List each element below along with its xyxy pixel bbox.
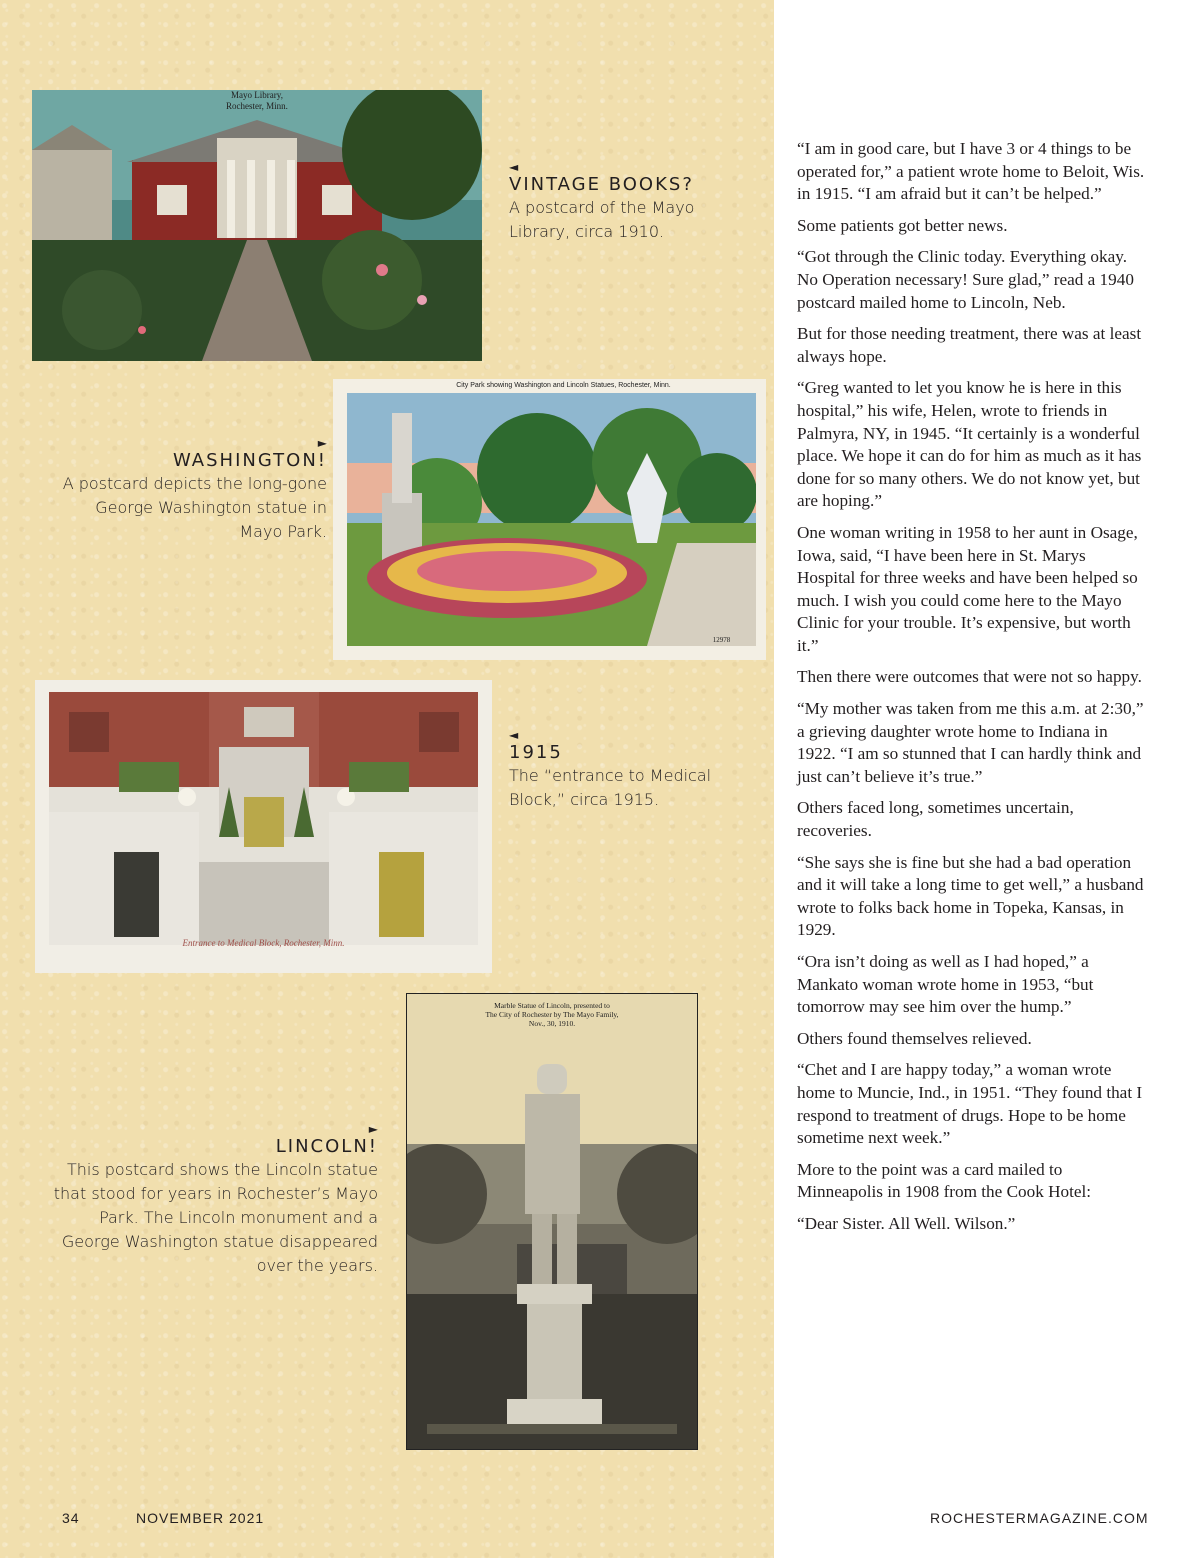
city-park-postcard [333, 379, 766, 660]
left-arrow-icon: ◄ [509, 160, 519, 174]
article-paragraph: Others faced long, sometimes uncertain, recoveries. [797, 798, 1074, 841]
lincoln-postcard-title-2: The City of Rochester by The Mayo Family, [485, 1010, 619, 1019]
article-paragraph: “She says she is fine but she had a bad operation and it will take a long time to get well,” a husband wrote to folks back home in Topeka, Kansas, in 1929. [797, 852, 1144, 940]
lincoln-postcard-title-3: Nov., 30, 1910. [528, 1019, 576, 1028]
article-paragraph: But for those needing treatment, there was at least always hope. [797, 324, 1142, 366]
article-paragraph: Others found themselves relieved. [797, 1028, 1032, 1048]
vintage-books-caption [509, 160, 694, 244]
caption-line: A postcard depicts the long-gone [62, 474, 327, 493]
lincoln-caption [40, 1122, 378, 1278]
park-postcard-number: 12978 [712, 636, 731, 644]
washington-caption [40, 436, 327, 544]
article-paragraph: “Greg wanted to let you know he is here in this hospital,” his wife, Helen, wrote to friends in Palmyra, NY, in 1945. “It certainly is a wonderful place. We hope it can do for him as much as it has done for so many others. We do not know yet, but are hoping.” [797, 378, 1142, 511]
article-body [797, 138, 1145, 1245]
caption-line: Park. The Lincoln monument and a [99, 1208, 378, 1227]
caption-line: This postcard shows the Lincoln statue [66, 1160, 378, 1179]
medical-block-postcard [35, 680, 492, 973]
article-paragraph: Then there were outcomes that were not so happy. [797, 667, 1142, 687]
article-paragraph: “My mother was taken from me this a.m. at 2:30,” a grieving daughter wrote home to Indiana in 1922. “I am so stunned that I can hardly think and just can’t believe it’s true.” [797, 699, 1144, 786]
article-paragraph: Some patients got better news. [797, 215, 1008, 235]
article-paragraph: “Chet and I are happy today,” a woman wrote home to Muncie, Ind., in 1951. “They found that I respond to treatment of drugs. Hope to be home sometime next week.” [797, 1060, 1143, 1148]
article-paragraph: More to the point was a card mailed to Minneapolis in 1908 from the Cook Hotel: [797, 1159, 1092, 1202]
issue-date: NOVEMBER 2021 [136, 1510, 265, 1526]
caption-line: The “entrance to Medical [509, 766, 712, 785]
caption-line: George Washington statue in [95, 498, 327, 517]
article-paragraph: “I am in good care, but I have 3 or 4 things to be operated for,” a patient wrote home to Beloit, Wis. in 1915. “I am afraid but it can’t be helped.” [797, 139, 1145, 204]
caption-line: that stood for years in Rochester’s Mayo [53, 1184, 378, 1203]
caption-line: A postcard of the Mayo [509, 198, 695, 217]
article-paragraph: “Ora isn’t doing as well as I had hoped,” a Mankato woman wrote home in 1953, “but tomorrow may see him over the hump.” [797, 952, 1094, 1017]
library-postcard-title-1: Mayo Library, [231, 90, 283, 100]
left-arrow-icon: ◄ [509, 728, 519, 742]
caption-line: George Washington statue disappeared [61, 1232, 378, 1251]
caption-line: Block,” circa 1915. [509, 790, 660, 809]
caption-line: Library, circa 1910. [509, 222, 665, 241]
lincoln-postcard-title-1: Marble Statue of Lincoln, presented to [494, 1001, 610, 1010]
article-paragraph: One woman writing in 1958 to her aunt in Osage, Iowa, said, “I have been here in St. Marys Hospital for three weeks and have been helped so much. I wish you could come here to the Mayo Clinic for your trouble. It’s expensive, but worth it.” [797, 522, 1138, 655]
lincoln-statue-postcard [406, 993, 698, 1450]
website-link[interactable]: ROCHESTERMAGAZINE.COM [930, 1510, 1149, 1526]
caption-heading: WASHINGTON! [172, 450, 327, 471]
caption-line: over the years. [256, 1256, 378, 1275]
article-paragraph: “Dear Sister. All Well. Wilson.” [797, 1213, 1016, 1233]
medical-postcard-title: Entrance to Medical Block, Rochester, Minn. [182, 938, 345, 948]
right-arrow-icon: ► [368, 1122, 378, 1136]
right-arrow-icon: ► [317, 436, 327, 450]
caption-heading: 1915 [509, 742, 563, 763]
medical-block-caption [509, 728, 711, 812]
caption-heading: LINCOLN! [275, 1136, 378, 1157]
page-number: 34 [62, 1510, 80, 1526]
mayo-library-postcard [32, 90, 482, 361]
caption-heading: VINTAGE BOOKS? [509, 174, 694, 195]
library-postcard-title-2: Rochester, Minn. [226, 101, 288, 111]
park-postcard-title: City Park showing Washington and Lincoln Statues, Rochester, Minn. [456, 382, 671, 389]
caption-line: Mayo Park. [239, 522, 327, 541]
article-paragraph: “Got through the Clinic today. Everything okay. No Operation necessary! Sure glad,” read a 1940 postcard mailed home to Lincoln, Neb. [797, 247, 1134, 312]
